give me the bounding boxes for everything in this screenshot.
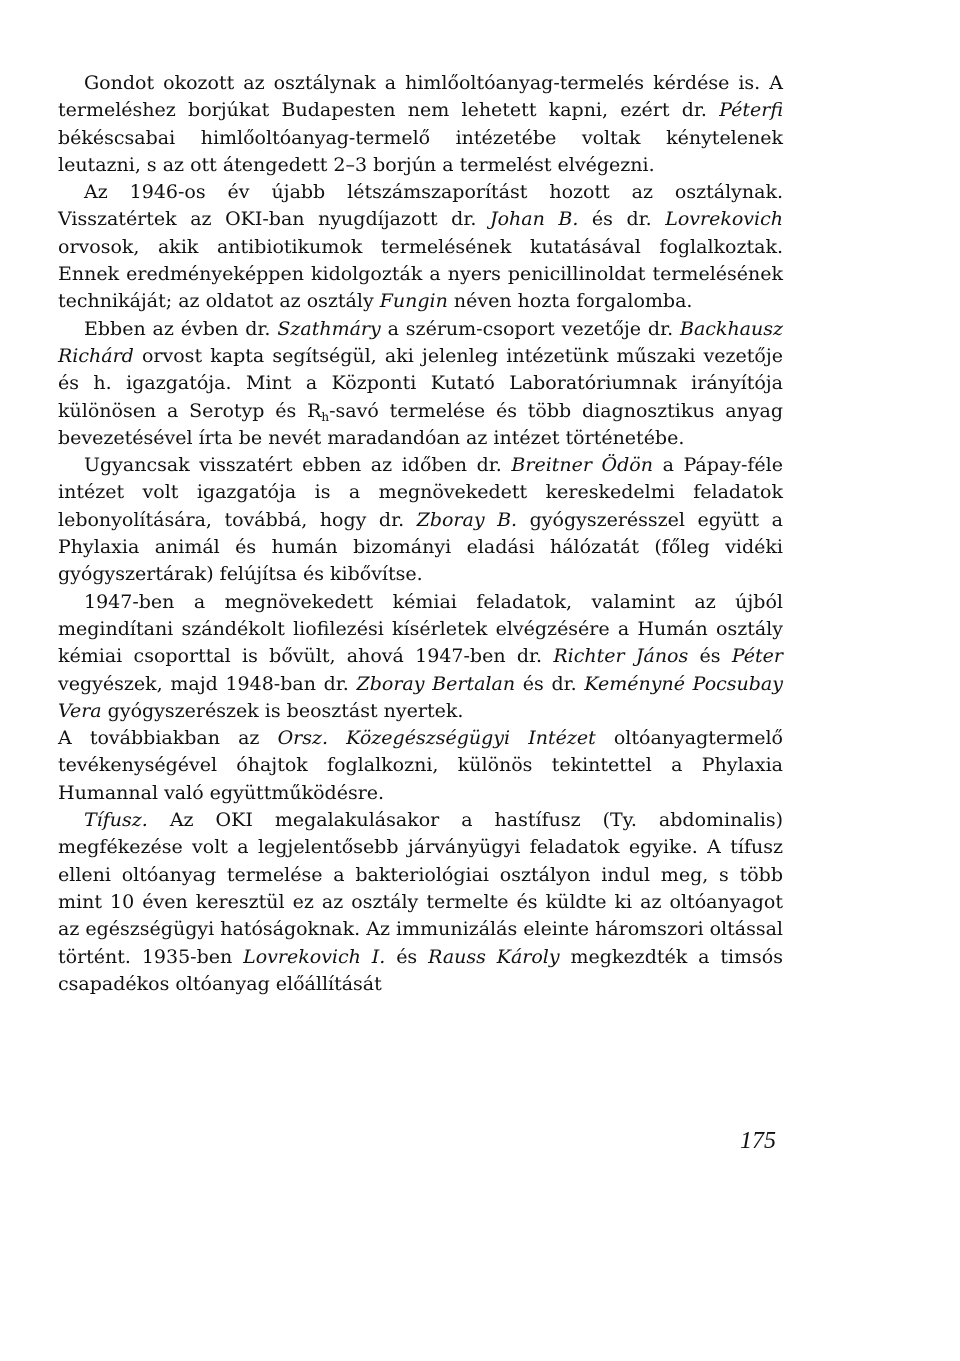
- paragraph-4: [58, 452, 783, 588]
- subscript: h: [321, 409, 330, 424]
- italic-name: Rauss Károly: [428, 945, 560, 968]
- text-run: gyógyszerésszel együtt a Phylaxia animál és humán bizományi eladási hálózatát (főleg vidéki gyógyszertárak) felújítsa és kibővítse.: [58, 508, 783, 586]
- text-run: megkezdték a timsós csapadékos oltóanyag előállítását: [58, 945, 784, 995]
- italic-name: Keményné Pocsubay Vera: [58, 672, 783, 722]
- page-number: 175: [740, 1128, 776, 1154]
- text-run: gyógyszerészek is beosztást nyertek.: [101, 699, 464, 722]
- text-run: és: [385, 945, 429, 968]
- paragraph-2: [58, 179, 783, 315]
- italic-name: Péter: [731, 645, 783, 668]
- italic-name: Zboray B.: [416, 508, 518, 531]
- text-run: békéscsabai himlőoltóanyag-termelő intézetébe voltak kénytelenek leutazni, s az ott átengedett 2–3 borjún a termelést elvégezni.: [58, 126, 783, 176]
- italic-name: Szathmáry: [277, 317, 381, 340]
- text-run: orvosok, akik antibiotikumok termelésének kutatásával foglalkoztak. Ennek eredményeképpen kidolgozták a nyers penicillinoldat termelésének technikáját; az oldatot az osztály: [58, 235, 783, 313]
- text-run: néven hozta forgalomba.: [447, 290, 693, 313]
- text-run: -savó termelése és több diagnosztikus anyag bevezetésével írta be nevét maradandóan az intézet történetébe.: [58, 399, 783, 449]
- italic-name: Lovrekovich I.: [243, 945, 386, 968]
- text-run: Gondot okozott az osztálynak a himlőoltóanyag-termelés kérdése is. A termeléshez borjúkat Budapesten nem lehetett kapni, ezért dr.: [58, 72, 783, 122]
- text-run: Ebben az évben dr.: [84, 317, 278, 340]
- paragraph-3: [58, 316, 783, 452]
- text-run: a szérum-csoport vezetője dr.: [380, 317, 680, 340]
- page-body: [58, 70, 783, 998]
- italic-name: Péterfi: [719, 99, 783, 122]
- text-run: Ugyancsak visszatért ebben az időben dr.: [84, 454, 512, 477]
- italic-name: Johan B.: [489, 208, 579, 231]
- text-run: vegyészek, majd 1948-ban dr.: [58, 672, 357, 695]
- paragraph-1: [58, 70, 783, 179]
- italic-name: Breitner Ödön: [511, 454, 653, 477]
- italic-name: Orsz. Közegészségügyi Intézet: [277, 727, 596, 750]
- italic-name: Fungin: [379, 290, 448, 313]
- paragraph-5: [58, 589, 783, 725]
- text-run: Az 1946-os év újabb létszámszaporítást hozott az osztálynak. Visszatértek az OKI-ban nyugdíjazott dr.: [58, 181, 783, 231]
- text-run: orvost kapta segítségül, aki jelenleg intézetünk műszaki vezetője és h. igazgatója. Mint a Központi Kutató Laboratóriumnak irányítója különösen a Serotyp és R: [58, 344, 783, 422]
- text-run: és dr.: [578, 208, 666, 231]
- text-run: A továbbiakban az: [58, 727, 278, 750]
- text-run: Az OKI megalakulásakor a hastífusz (Ty. abdominalis) megfékezése volt a legjelentősebb járványügyi feladatok egyike. A tífusz elleni oltóanyag termelése a bakteriológiai osztályon indul meg, s több mint 10 éven keresztül ez az osztály termelte és küldte ki az oltóanyagot az egészségügyi hatóságoknak. Az immunizálás eleinte háromszori oltással történt. 1935-ben: [58, 809, 783, 968]
- italic-name: Zboray Bertalan: [356, 672, 516, 695]
- italic-name: Lovrekovich: [665, 208, 783, 231]
- text-run: oltóanyagtermelő tevékenységével óhajtok foglalkozni, különös tekintettel a Phylaxia Humannal való együttműködésre.: [58, 727, 783, 804]
- italic-name: Tífusz.: [84, 809, 148, 832]
- italic-name: Richter János: [553, 645, 689, 668]
- paragraph-7: [58, 807, 783, 998]
- text-run: a Pápay-féle intézet volt igazgatója is a megnövekedett kereskedelmi feladatok lebonyolítására, továbbá, hogy dr.: [58, 454, 783, 531]
- text-run: 1947-ben a megnövekedett kémiai feladatok, valamint az újból megindítani szándékolt liofilezési kísérletek elvégzésére a Humán osztály kémiai csoporttal is bővült, ahová 1947-ben dr.: [58, 590, 783, 668]
- paragraph-6: [58, 725, 783, 807]
- text-run: és: [688, 645, 732, 668]
- italic-name: Backhausz Richárd: [58, 317, 784, 367]
- text-run: és dr.: [515, 672, 585, 695]
